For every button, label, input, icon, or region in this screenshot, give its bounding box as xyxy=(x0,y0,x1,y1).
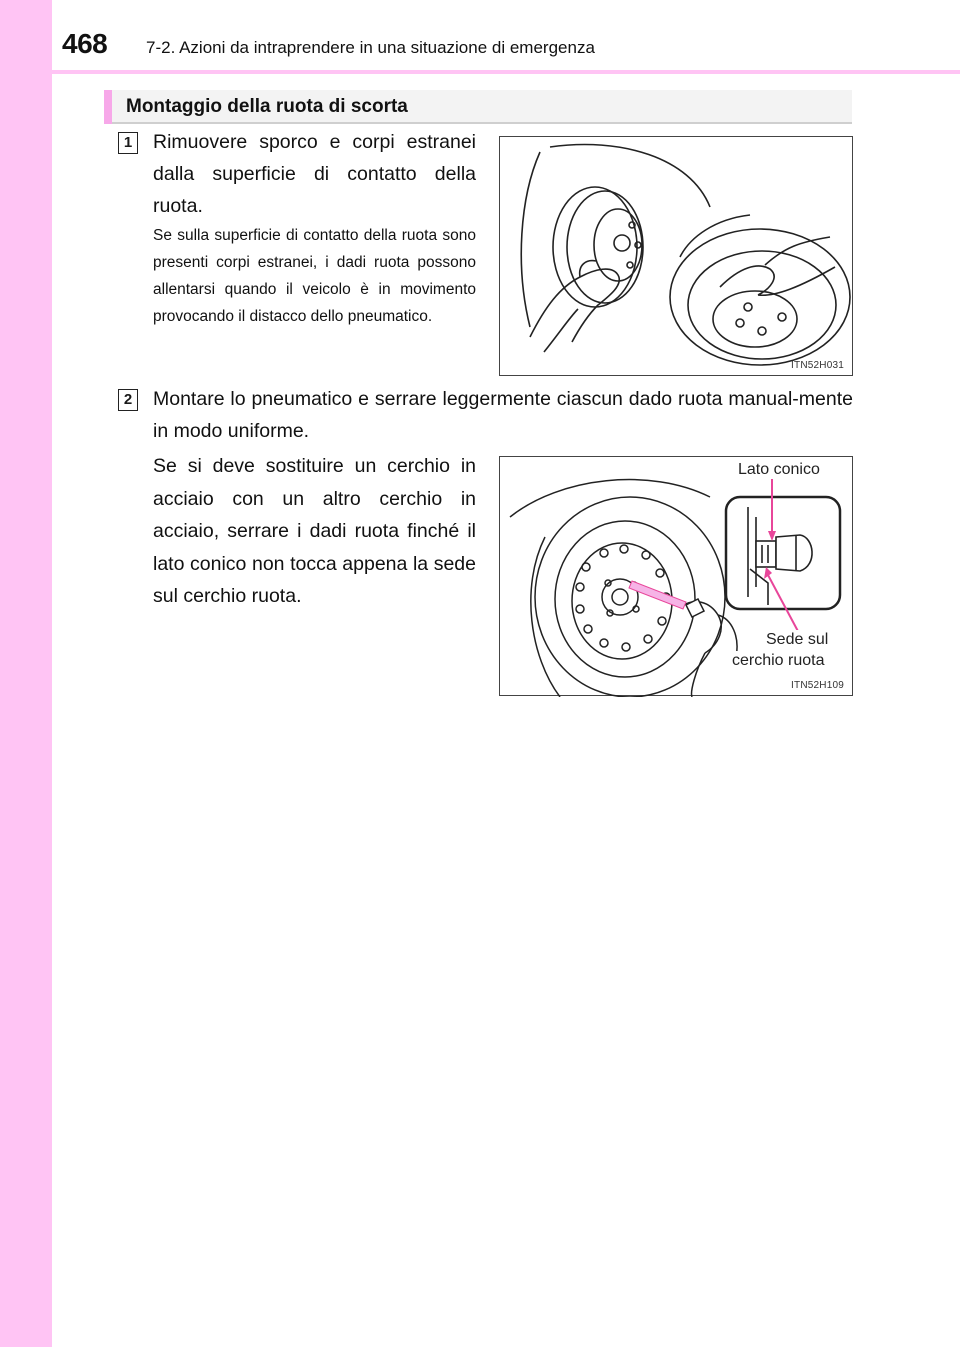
page-number: 468 xyxy=(62,28,108,59)
chapter-title: 7-2. Azioni da intraprendere in una situazione di emergenza xyxy=(146,38,595,57)
side-color-strip xyxy=(0,0,52,1347)
section-title: Montaggio della ruota di scorta xyxy=(126,96,408,117)
step-1-note: Se sulla superficie di contatto della ruota sono presenti corpi estranei, i dadi ruota possono allentarsi quando il veicolo è in movimento provocando il distacco dello pneumatico. xyxy=(153,227,476,325)
figure-code-1: ITN52H031 xyxy=(791,360,844,371)
callout-taper-side: Lato conico xyxy=(738,461,820,478)
figure-code-2: ITN52H109 xyxy=(791,680,844,691)
wheel-hub-cleaning-illustration xyxy=(500,137,854,377)
callout-seat-line-2: cerchio ruota xyxy=(732,652,825,669)
section-accent xyxy=(104,90,112,124)
header-divider xyxy=(0,70,960,74)
step-2-detail: Se si deve sostituire un cerchio in acciaio con un altro cerchio in acciaio, serrare i dadi ruota finché il lato conico non tocca appena la sede sul cerchio ruota. xyxy=(153,455,476,607)
step-1-text: Rimuovere sporco e corpi estranei dalla superficie di contatto della ruota. xyxy=(153,131,476,217)
step-2-text: Montare lo pneumatico e serrare leggermente ciascun dado ruota manual-mente in modo uniforme. xyxy=(153,388,853,442)
section-heading xyxy=(104,90,852,124)
step-number-2: 2 xyxy=(118,389,138,411)
figure-tighten-wheel-nuts xyxy=(499,456,853,696)
callout-seat-line-1: Sede sul xyxy=(766,631,829,648)
step-number-1: 1 xyxy=(118,132,138,154)
figure-clean-wheel-contact xyxy=(499,136,853,376)
